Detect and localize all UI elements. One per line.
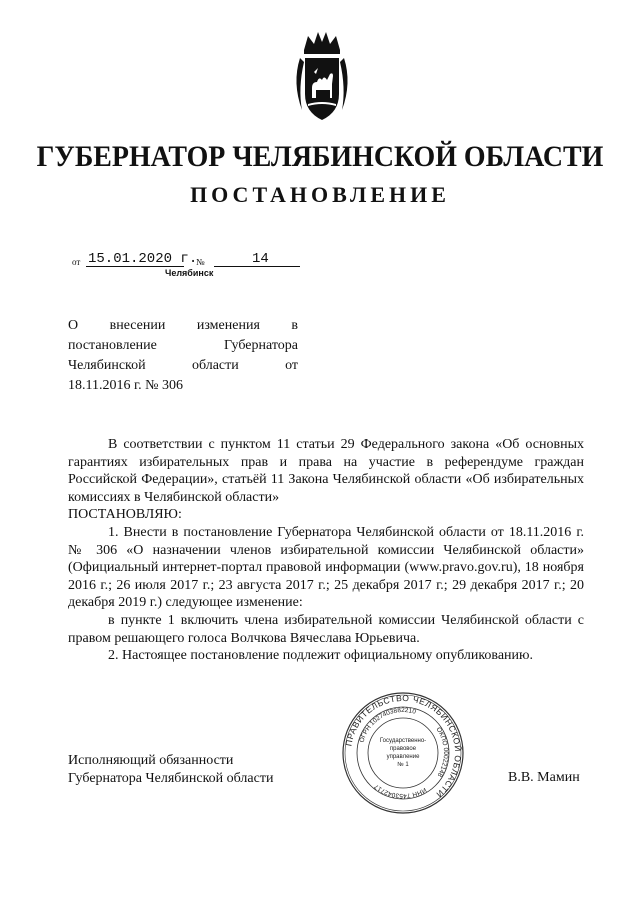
signatory-position [68,752,273,788]
document-type: ПОСТАНОВЛЕНИЕ [190,182,450,207]
subject-line: постановление Губернатора [68,338,298,353]
date-number-line [72,251,312,269]
subject-line: Челябинской области от [68,358,298,373]
seal-ogrn: ОГРН 1027403882210 [358,706,417,744]
position-line: Губернатора Челябинской области [68,771,274,786]
svg-text:ОКПО 00022148 [435,726,449,778]
document-date: 15.01.2020 г. [88,251,198,267]
authority-title: ГУБЕРНАТОР ЧЕЛЯБИНСКОЙ ОБЛАСТИ [36,140,604,173]
city-name: Челябинск [165,268,214,278]
svg-text:ИНН 7453042717 [373,782,427,799]
subject-line: О внесении изменения в [68,318,298,333]
signatory-name: В.В. Мамин [508,770,580,785]
seal-center-line: правовое [389,746,417,752]
seal-inn: ИНН 7453042717 [373,782,428,800]
official-seal-stamp [340,690,466,816]
document-body [68,436,584,665]
number-label: № [196,257,205,267]
document-number: 14 [252,251,269,267]
resolve-word: ПОСТАНОВЛЯЮ: [68,507,182,523]
seal-center-line: Государственно- [379,738,427,744]
seal-center-line: управление [386,754,420,760]
position-line: Исполняющий обязанности [68,753,234,768]
subject-line: 18.11.2016 г. № 306 [68,378,184,393]
document-subject [68,316,298,396]
coat-of-arms-emblem [290,28,354,128]
item-1-sub-paragraph: в пункте 1 включить члена избирательной комиссии Челябинской области с правом решающего голоса Волчкова Вячеслава Юрьевича. [68,612,584,646]
seal-okpo: ОКПО 00022148 [434,726,450,778]
preamble-paragraph: В соответствии с пунктом 11 статьи 29 Федерального закона «Об основных гарантиях избирательных прав и права на участие в референдуме граждан Российской Федерации», статьёй 11 Закона Челябинской области «Об избирательных комиссиях в Челябинской области» [68,437,584,505]
item-2-paragraph: 2. Настоящее постановление подлежит официальному опубликованию. [108,648,533,664]
from-label: от [72,257,81,267]
item-1-paragraph: 1. Внести в постановление Губернатора Челябинской области от 18.11.2016 г. № 306 «О назначении членов избирательной комиссии Челябинской области» (Официальный интернет-портал правовой информации (www.pravo.gov.ru), 18 ноября 2016 г.; 26 июля 2017 г.; 23 августа 2017 г.; 25 декабря 2017 г.; 29 декабря 2017 г.; 20 декабря 2019 г.) следующее изменение: [68,524,584,611]
seal-outer-text: ПРАВИТЕЛЬСТВО ЧЕЛЯБИНСКОЙ ОБЛАСТИ [343,692,464,800]
seal-center-line: № 1 [397,762,409,768]
